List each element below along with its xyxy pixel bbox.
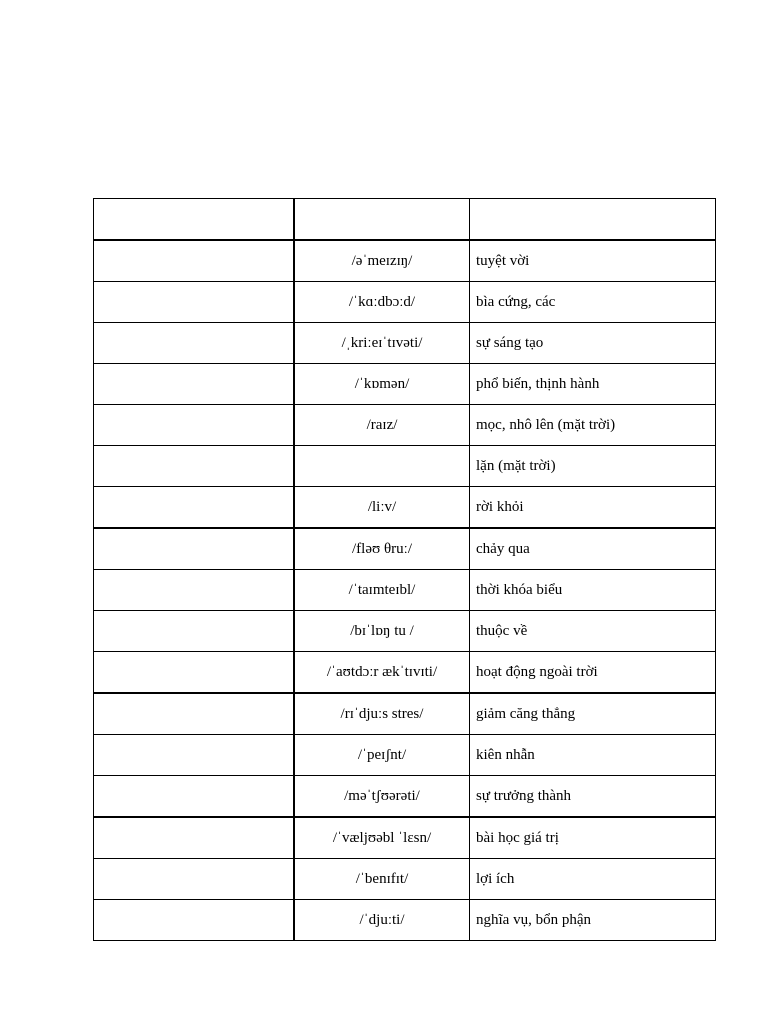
table-row <box>94 900 716 941</box>
table-row <box>94 611 716 652</box>
ipa-cell: /ˈtaɪmteɪbl/ <box>294 570 470 611</box>
ipa-cell: /bɪˈlɒŋ tu / <box>294 611 470 652</box>
vocabulary-table <box>93 198 716 941</box>
ipa-cell: /liːv/ <box>294 487 470 529</box>
table-row <box>94 282 716 323</box>
ipa-cell: /ˈkɒmən/ <box>294 364 470 405</box>
meaning-cell: rời khỏi <box>470 487 716 529</box>
ipa-cell: /ˌkriːeɪˈtɪvəti/ <box>294 323 470 364</box>
meaning-cell: thuộc về <box>470 611 716 652</box>
meaning-cell: sự trưởng thành <box>470 776 716 818</box>
table-row <box>94 817 716 859</box>
word-cell <box>94 900 295 941</box>
word-cell <box>94 282 295 323</box>
ipa-cell <box>294 446 470 487</box>
ipa-cell: /ˈkɑːdbɔːd/ <box>294 282 470 323</box>
table-row <box>94 776 716 818</box>
table-row <box>94 323 716 364</box>
meaning-cell: giảm căng thẳng <box>470 693 716 735</box>
header-cell-word <box>94 199 295 241</box>
word-cell <box>94 776 295 818</box>
word-cell <box>94 364 295 405</box>
meaning-cell: hoạt động ngoài trời <box>470 652 716 694</box>
word-cell <box>94 405 295 446</box>
table-row <box>94 735 716 776</box>
word-cell <box>94 859 295 900</box>
table-row <box>94 240 716 282</box>
meaning-cell: nghĩa vụ, bổn phận <box>470 900 716 941</box>
vocabulary-table-body <box>94 199 716 941</box>
word-cell <box>94 240 295 282</box>
meaning-cell: bìa cứng, các <box>470 282 716 323</box>
word-cell <box>94 693 295 735</box>
ipa-cell: /fləʊ θruː/ <box>294 528 470 570</box>
ipa-cell: /ˈdjuːti/ <box>294 900 470 941</box>
table-row <box>94 446 716 487</box>
meaning-cell: lặn (mặt trời) <box>470 446 716 487</box>
table-row <box>94 570 716 611</box>
meaning-cell: kiên nhẫn <box>470 735 716 776</box>
word-cell <box>94 652 295 694</box>
table-row <box>94 859 716 900</box>
meaning-cell: sự sáng tạo <box>470 323 716 364</box>
word-cell <box>94 487 295 529</box>
word-cell <box>94 446 295 487</box>
word-cell <box>94 570 295 611</box>
word-cell <box>94 611 295 652</box>
header-cell-meaning <box>470 199 716 241</box>
ipa-cell: /əˈmeɪzɪŋ/ <box>294 240 470 282</box>
ipa-cell: /ˈpeɪʃnt/ <box>294 735 470 776</box>
table-header-row <box>94 199 716 241</box>
meaning-cell: bài học giá trị <box>470 817 716 859</box>
ipa-cell: /məˈtʃʊərəti/ <box>294 776 470 818</box>
ipa-cell: /raɪz/ <box>294 405 470 446</box>
header-cell-ipa <box>294 199 470 241</box>
meaning-cell: chảy qua <box>470 528 716 570</box>
meaning-cell: lợi ích <box>470 859 716 900</box>
meaning-cell: thời khóa biểu <box>470 570 716 611</box>
table-row <box>94 652 716 694</box>
ipa-cell: /ˈaʊtdɔːr ækˈtɪvɪti/ <box>294 652 470 694</box>
word-cell <box>94 528 295 570</box>
word-cell <box>94 323 295 364</box>
table-row <box>94 364 716 405</box>
word-cell <box>94 735 295 776</box>
table-row <box>94 693 716 735</box>
meaning-cell: phổ biến, thịnh hành <box>470 364 716 405</box>
ipa-cell: /ˈbenɪfɪt/ <box>294 859 470 900</box>
table-row <box>94 405 716 446</box>
table-row <box>94 487 716 529</box>
table-row <box>94 528 716 570</box>
ipa-cell: /rɪˈdjuːs stres/ <box>294 693 470 735</box>
ipa-cell: /ˈvæljʊəbl ˈlɛsn/ <box>294 817 470 859</box>
meaning-cell: tuyệt vời <box>470 240 716 282</box>
meaning-cell: mọc, nhô lên (mặt trời) <box>470 405 716 446</box>
word-cell <box>94 817 295 859</box>
